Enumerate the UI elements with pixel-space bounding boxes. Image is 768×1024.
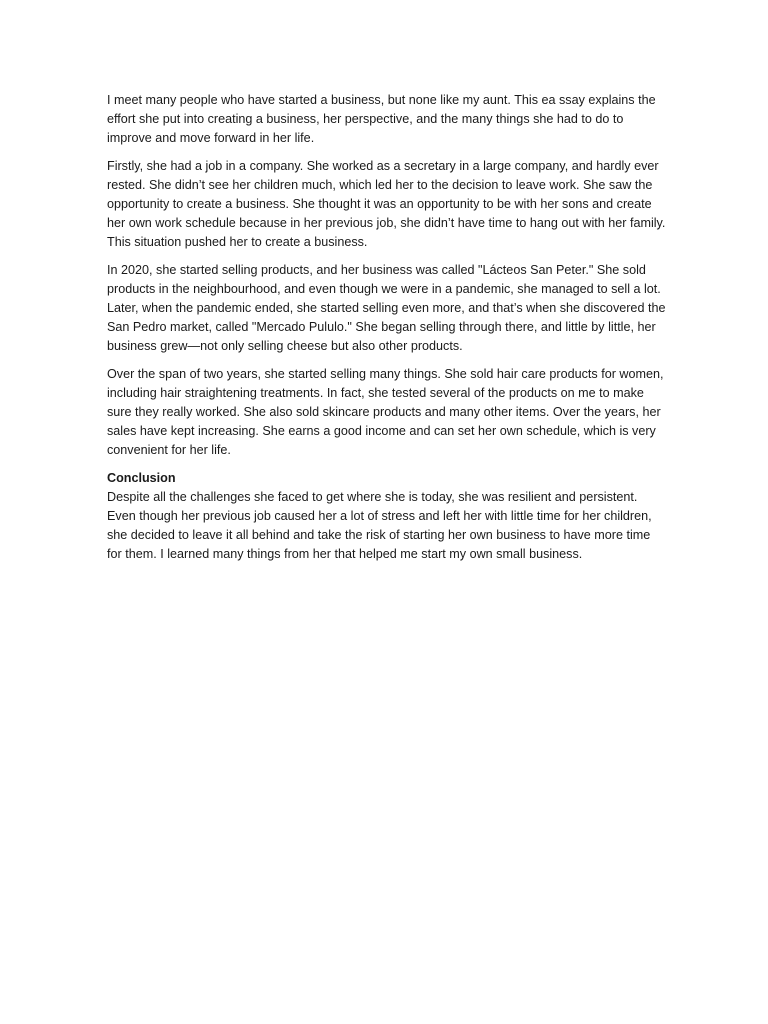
conclusion-heading: Conclusion	[107, 471, 176, 485]
growth-paragraph: Over the span of two years, she started selling many things. She sold hair care products for women, including hair straightening treatments. In fact, she tested several of the products on me to make sure they really worked. She also sold skincare products and many other items. Over the years, her sales have kept increasing. She earns a good income and can set her own schedule, which is very convenient for her life.	[107, 367, 664, 457]
intro-paragraph: I meet many people who have started a business, but none like my aunt. This ea ssay explains the effort she put into creating a business, her perspective, and the many things she had to do to improve and move forward in her life.	[107, 93, 656, 145]
job-paragraph: Firstly, she had a job in a company. She worked as a secretary in a large company, and hardly ever rested. She didn’t see her children much, which led her to the decision to leave work. She saw the opportunity to create a business. She thought it was an opportunity to be with her sons and create her own work schedule because in her previous job, she didn’t have time to hang out with her family. This situation pushed her to create a business.	[107, 159, 666, 249]
business-start-paragraph: In 2020, she started selling products, and her business was called "Lácteos San Peter." She sold products in the neighbourhood, and even though we were in a pandemic, she managed to sell a lot. Later, when the pandemic ended, she started selling even more, and that’s when she discovered the San Pedro market, called "Mercado Pululo." She began selling through there, and little by little, her business grew—not only selling cheese but also other products.	[107, 263, 666, 353]
conclusion-paragraph: Despite all the challenges she faced to get where she is today, she was resilient and persistent. Even though her previous job caused her a lot of stress and left her with little time for her children, she decided to leave it all behind and take the risk of starting her own business to have more time for them. I learned many things from her that helped me start my own small business.	[107, 490, 652, 561]
document-body	[107, 91, 667, 573]
